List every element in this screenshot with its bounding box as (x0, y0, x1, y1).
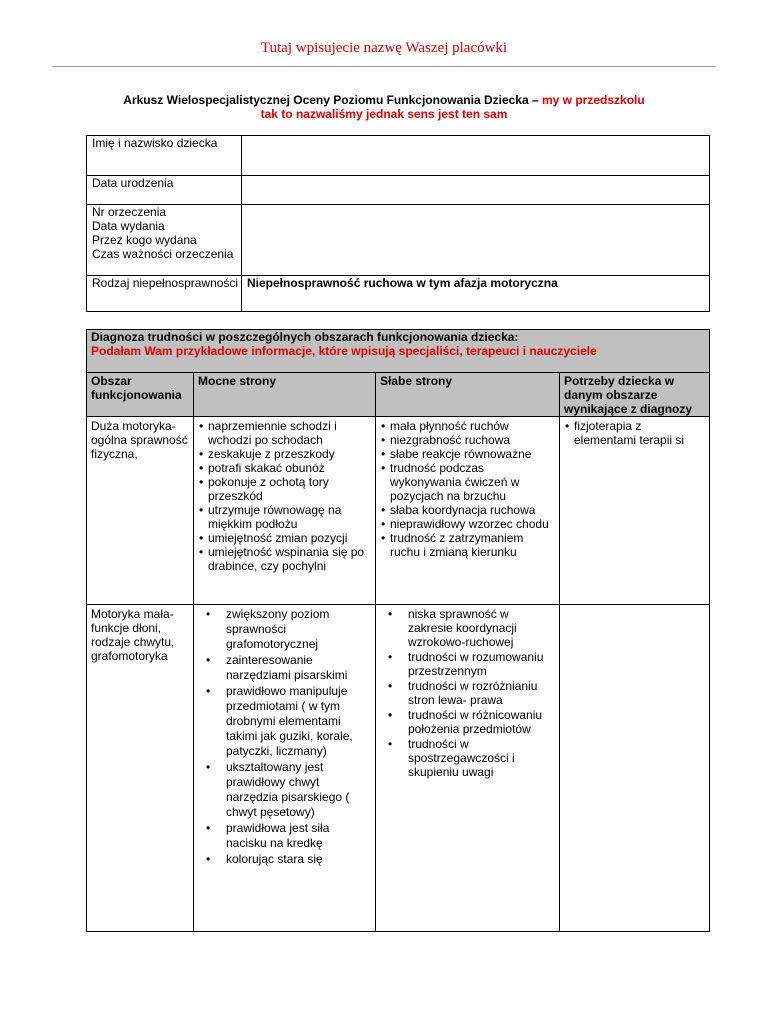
info-label-name: Imię i nazwisko dziecka (87, 136, 242, 176)
col-header-area: Obszar funkcjonowania (87, 373, 194, 417)
col-header-strengths: Mocne strony (194, 373, 376, 417)
table-row (87, 605, 710, 932)
list-item: • utrzymuje równowagę na miękkim podłożu (198, 503, 372, 531)
weaknesses-gross-motor (376, 417, 560, 605)
list-item: • potrafi skakać obunóż (198, 461, 372, 475)
title-main: Arkusz Wielospecjalistycznej Oceny Poziomu Funkcjonowania Dziecka (123, 93, 529, 107)
list-item: • prawidłowo manipuluje przedmiotami ( w tym drobnymi elementami takimi jak guziki, korale, patyczki, liczmany) (198, 684, 372, 759)
list-item: • prawidłowa jest siła nacisku na kredkę (198, 821, 372, 851)
diagnosis-heading-cell (87, 330, 710, 373)
list-item: • kolorując stara się (198, 852, 372, 867)
list-item: • słaba koordynacja ruchowa (380, 503, 556, 517)
info-value-birthdate (242, 176, 710, 205)
list-item: • fizjoterapia z elementami terapii si (564, 419, 706, 447)
child-info-table (86, 135, 710, 312)
table-row (87, 205, 710, 276)
info-label-birthdate: Data urodzenia (87, 176, 242, 205)
weaknesses-fine-motor (376, 605, 560, 932)
list-item: • słabe reakcje równoważne (380, 447, 556, 461)
area-fine-motor: Motoryka mała-funkcje dłoni, rodzaje chwytu, grafomotoryka (87, 605, 194, 932)
list-item: • trudności w rozumowaniu przestrzennym (380, 650, 556, 678)
info-label-ruling (87, 205, 242, 276)
table-row (87, 176, 710, 205)
subtitle-red: tak to nazwaliśmy jednak sens jest ten sam (260, 107, 508, 121)
validity-label: Czas ważności orzeczenia (92, 247, 234, 261)
area-gross-motor: Duża motoryka-ogólna sprawność fizyczna, (87, 417, 194, 605)
list-item: • pokonuje z ochotą tory przeszkód (198, 475, 372, 503)
ruling-number-label: Nr orzeczenia (92, 205, 167, 219)
diagnosis-heading: Diagnoza trudności w poszczególnych obszarach funkcjonowania dziecka: (91, 330, 519, 344)
list-item: • zeskakuje z przeszkody (198, 447, 372, 461)
strengths-fine-motor (194, 605, 376, 932)
column-header-row (87, 373, 710, 417)
diagnosis-table (86, 329, 710, 932)
list-item: • umiejętność wspinania się po drabince, czy pochylni (198, 545, 372, 573)
strengths-gross-motor (194, 417, 376, 605)
table-row (87, 136, 710, 176)
info-value-name (242, 136, 710, 176)
issued-by-label: Przez kogo wydana (92, 233, 197, 247)
list-item: • zainteresowanie narzędziami pisarskimi (198, 653, 372, 683)
list-item: • mała płynność ruchów (380, 419, 556, 433)
list-item: • trudności w rozróżnianiu stron lewa- prawa (380, 679, 556, 707)
table-row (87, 276, 710, 312)
list-item: • zwiększony poziom sprawności grafomotorycznej (198, 607, 372, 652)
list-item: • trudność z zatrzymaniem ruchu i zmianą kierunku (380, 531, 556, 559)
header-divider (52, 66, 716, 67)
list-item: • trudność podczas wykonywania ćwiczeń w pozycjach na brzuchu (380, 461, 556, 503)
list-item: • trudności w spostrzegawczości i skupieniu uwagi (380, 737, 556, 779)
list-item: • nieprawidłowy wzorzec chodu (380, 517, 556, 531)
col-header-needs: Potrzeby dziecka w danym obszarze wynikające z diagnozy (560, 373, 710, 417)
document-title (0, 93, 768, 121)
diagnosis-note: Podałam Wam przykładowe informacje, które wpisują specjaliści, terapeuci i nauczyciele (91, 344, 597, 358)
info-label-disability-type: Rodzaj niepełnosprawności (87, 276, 242, 312)
list-item: • umiejętność zmian pozycji (198, 531, 372, 545)
needs-gross-motor (560, 417, 710, 605)
institution-name-placeholder: Tutaj wpisujecie nazwę Waszej placówki (260, 40, 508, 56)
list-item: • ukształtowany jest prawidłowy chwyt narzędzia pisarskiego ( chwyt pęsetowy) (198, 760, 372, 820)
list-item: • niezgrabność ruchowa (380, 433, 556, 447)
title-dash: – (528, 93, 542, 107)
list-item: • trudności w różnicowaniu położenia przedmiotów (380, 708, 556, 736)
col-header-weaknesses: Słabe strony (376, 373, 560, 417)
needs-fine-motor (560, 605, 710, 932)
table-row (87, 330, 710, 373)
issue-date-label: Data wydania (92, 219, 165, 233)
info-value-disability-type: Niepełnosprawność ruchowa w tym afazja motoryczna (242, 276, 710, 312)
title-red: my w przedszkolu (542, 93, 645, 107)
list-item: • naprzemiennie schodzi i wchodzi po schodach (198, 419, 372, 447)
info-value-ruling (242, 205, 710, 276)
table-row (87, 417, 710, 605)
list-item: • niska sprawność w zakresie koordynacji wzrokowo-ruchowej (380, 607, 556, 649)
